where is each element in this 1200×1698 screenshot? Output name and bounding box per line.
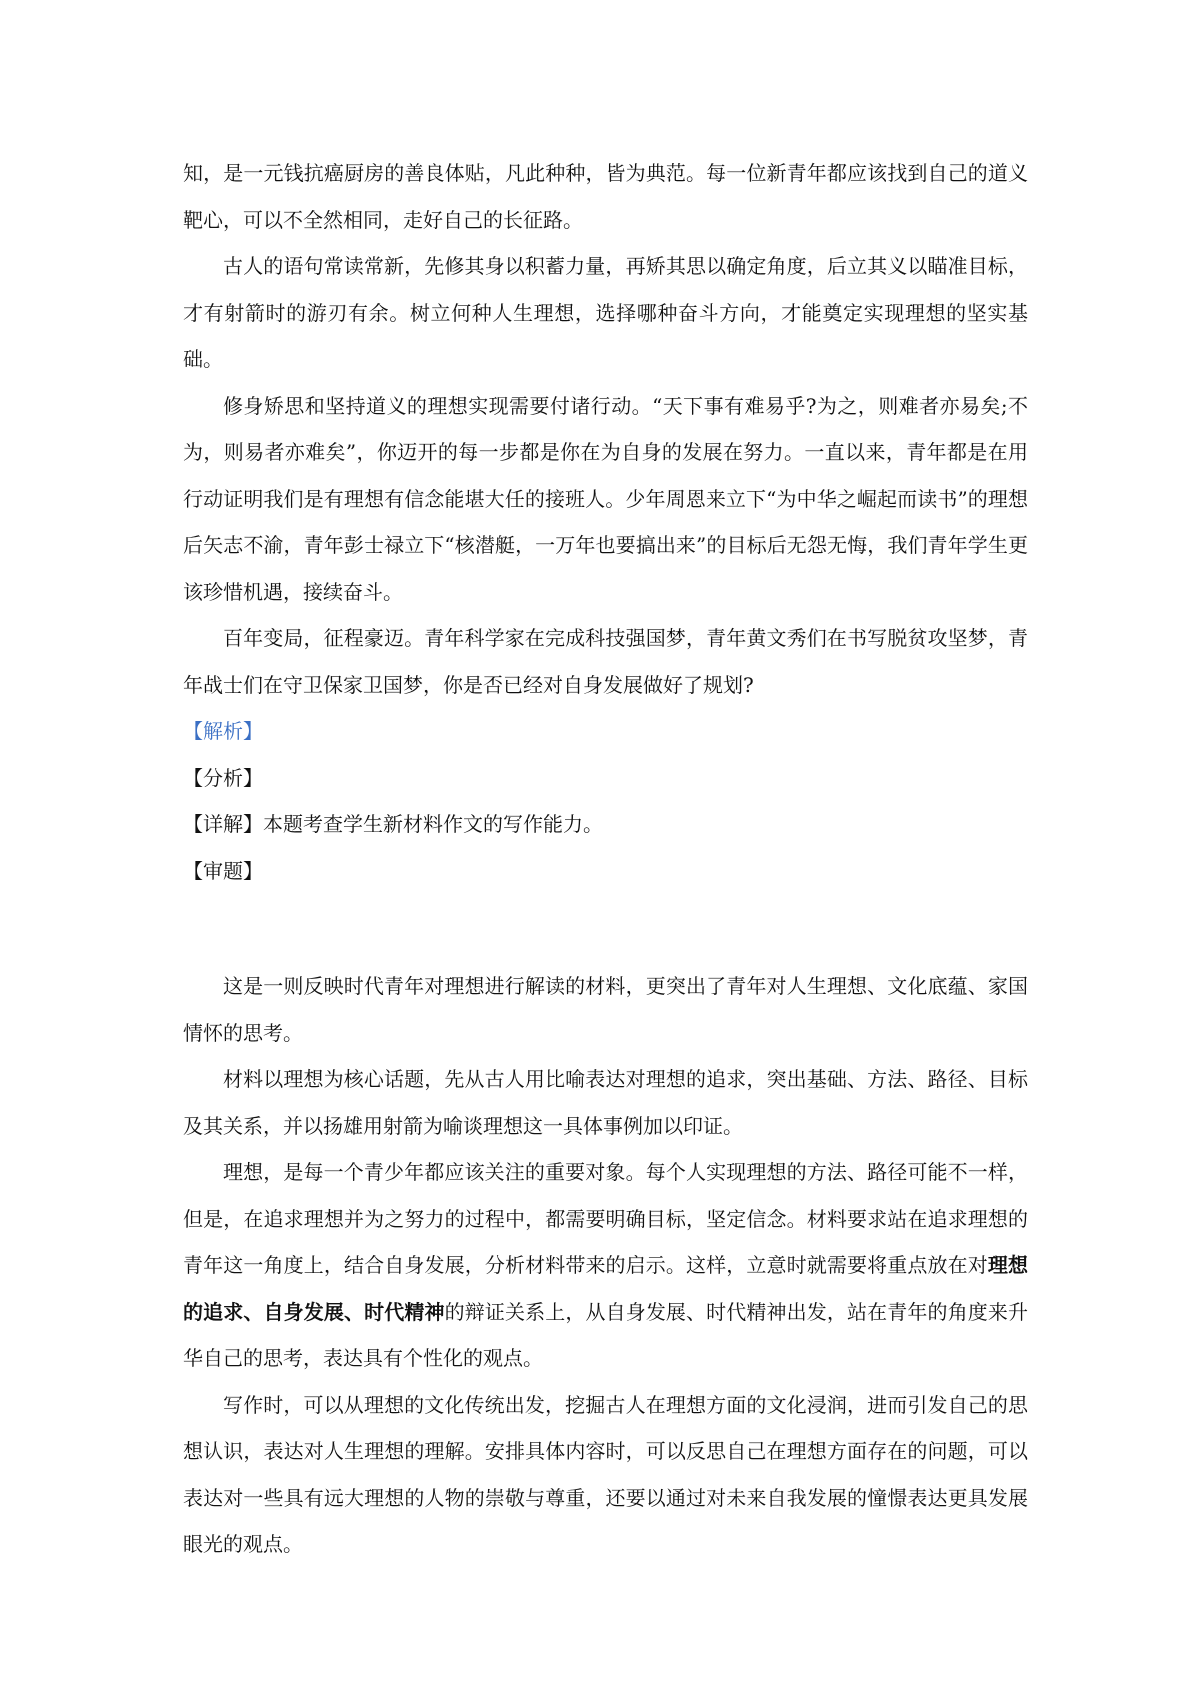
paragraph-8: 写作时，可以从理想的文化传统出发，挖掘古人在理想方面的文化浸润，进而引发自己的思想认识，表达对人生理想的理解。安排具体内容时，可以反思自己在理想方面存在的问题，可以表达对一些具有远大理想的人物的崇敬与尊重，还要以通过对未来自我发展的憧憬表达更具发展眼光的观点。 xyxy=(183,1392,1028,1556)
paragraph-3: 修身矫思和坚持道义的理想实现需要付诸行动。“天下事有难易乎?为之，则难者亦易矣;不为，则易者亦难矣”，你迈开的每一步都是你在为自身的发展在努力。一直以来，青年都是在用行动证明我们是有理想有信念能堪大任的接班人。少年周恩来立下“为中华之崛起而读书”的理想后矢志不渝，青年彭士禄立下“核潜艇，一万年也要搞出来”的目标后无怨无悔，我们青年学生更该珍惜机遇，接续奋斗。 xyxy=(183,393,1028,604)
section-gap xyxy=(183,894,1028,963)
xiangjie-tag: 【详解】本题考查学生新材料作文的写作能力。 xyxy=(183,812,603,836)
fenxi-tag: 【分析】 xyxy=(183,765,263,790)
paragraph-7 xyxy=(183,1149,1028,1382)
paragraph-4: 百年变局，征程豪迈。青年科学家在完成科技强国梦，青年黄文秀们在书写脱贫攻坚梦，青年战士们在守卫保家卫国梦，你是否已经对自身发展做好了规划? xyxy=(183,626,1028,697)
analysis-tag: 【解析】 xyxy=(183,719,263,743)
paragraph-7-tail: 的辩证关系上，从自身发展、时代精神出发，站在青年的角度来升华自己的思考，表达具有个性化的观点。 xyxy=(183,1299,1029,1370)
paragraph-7-lead: 理想，是每一个青少年都应该关注的重要对象。每个人实现理想的方法、路径可能不一样，但是，在追求理想并为之努力的过程中，都需要明确目标，坚定信念。材料要求站在追求理想的青年这一角度上，结合自身发展，分析材料带来的启示。这样，立意时就需要将重点放在对 xyxy=(183,1160,1028,1277)
paragraph-2: 古人的语句常读常新，先修其身以积蓄力量，再矫其思以确定角度，后立其义以瞄准目标，才有射箭时的游刃有余。树立何种人生理想，选择哪种奋斗方向，才能奠定实现理想的坚实基础。 xyxy=(183,254,1028,371)
shenti-tag: 【审题】 xyxy=(183,858,263,883)
document-body xyxy=(183,150,1028,1568)
paragraph-7-bold: 理想的追求、自身发展、时代精神 xyxy=(183,1253,1029,1324)
paragraph-6: 材料以理想为核心话题，先从古人用比喻表达对理想的追求，突出基础、方法、路径、目标及其关系，并以扬雄用射箭为喻谈理想这一具体事例加以印证。 xyxy=(183,1067,1028,1138)
paragraph-1: 知，是一元钱抗癌厨房的善良体贴，凡此种种，皆为典范。每一位新青年都应该找到自己的道义靶心，可以不全然相同，走好自己的长征路。 xyxy=(183,161,1028,232)
paragraph-5: 这是一则反映时代青年对理想进行解读的材料，更突出了青年对人生理想、文化底蕴、家国情怀的思考。 xyxy=(183,974,1028,1045)
